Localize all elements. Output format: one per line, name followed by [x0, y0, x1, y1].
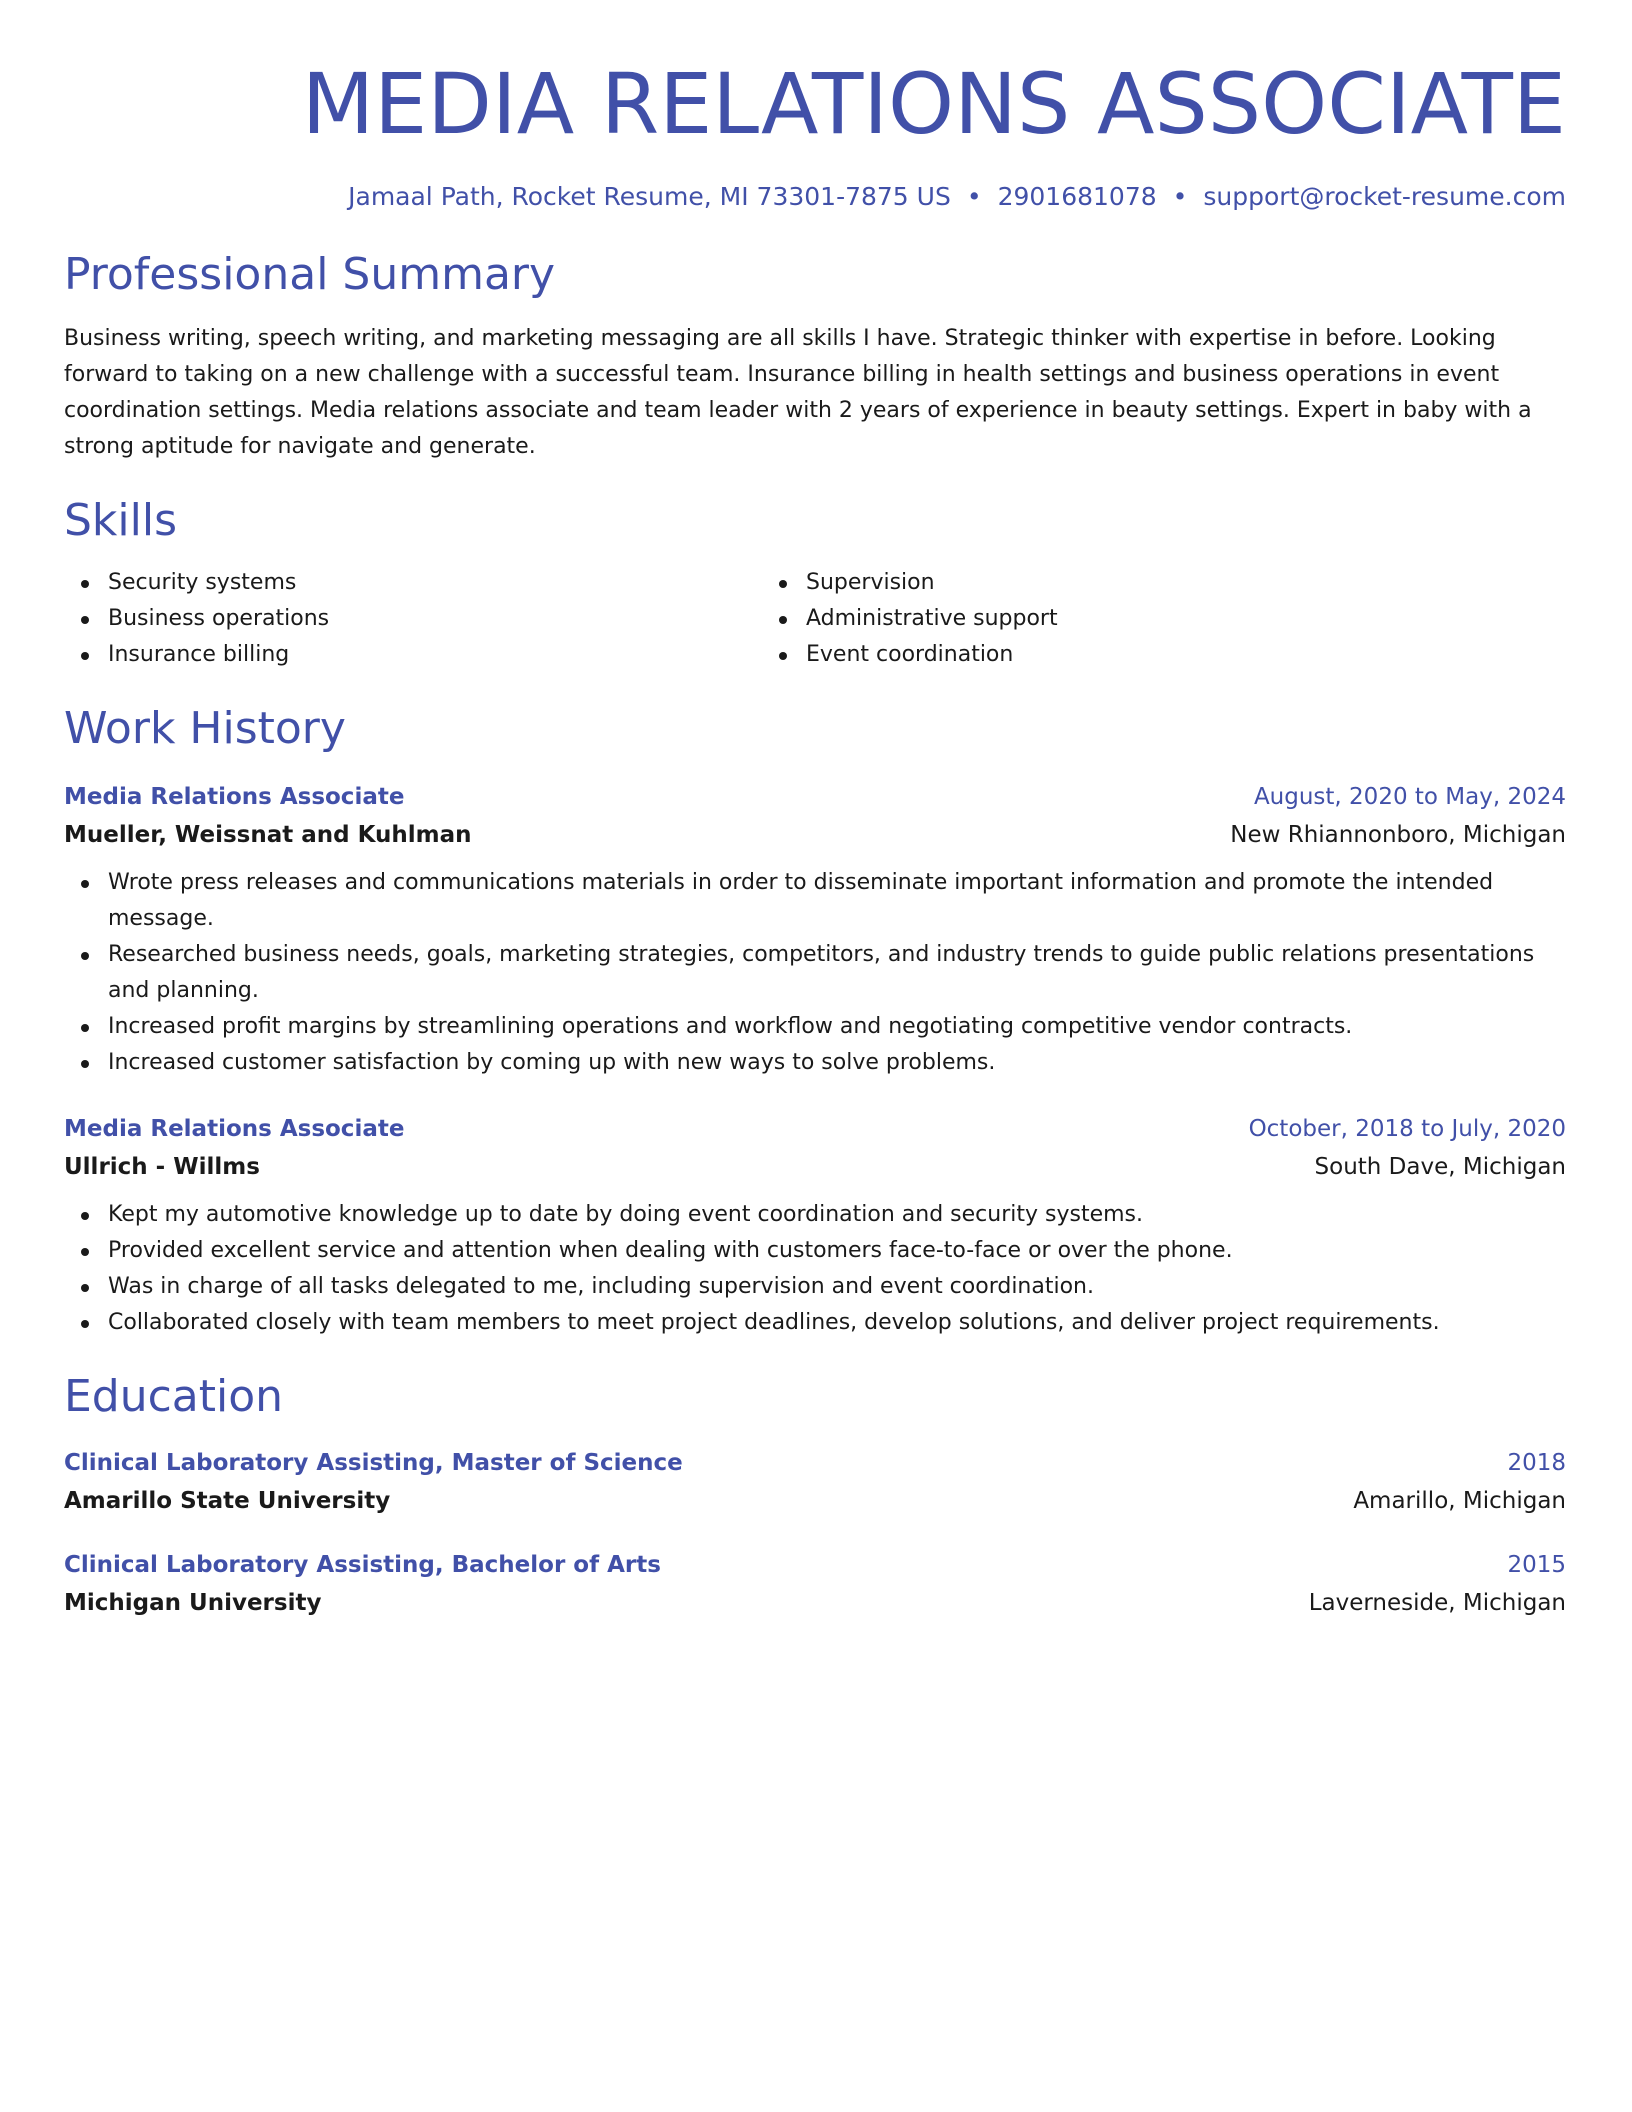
skills-list: [64, 565, 1566, 673]
job-company-row: [64, 815, 1566, 855]
job-header-row: [64, 1111, 1566, 1147]
job-role: Media Relations Associate: [64, 1116, 405, 1142]
skill-item: Administrative support: [806, 601, 1460, 637]
education-school-row: [64, 1481, 1566, 1521]
education-school: Michigan University: [64, 1590, 322, 1616]
education-year: 2018: [1507, 1450, 1566, 1476]
contact-phone[interactable]: 2901681078: [997, 182, 1157, 211]
skill-item: Supervision: [806, 565, 1460, 601]
job-entry: [64, 1111, 1566, 1341]
job-entry: [64, 779, 1566, 1081]
education-year: 2015: [1507, 1552, 1566, 1578]
job-dates: August, 2020 to May, 2024: [1253, 784, 1566, 810]
job-bullet: Provided excellent service and attention when dealing with customers face-to-face or over the phone.: [108, 1233, 1566, 1269]
contact-line: [64, 182, 1566, 211]
education-school-row: [64, 1583, 1566, 1623]
job-location: New Rhiannonboro, Michigan: [1230, 822, 1566, 848]
education-school: Amarillo State University: [64, 1488, 391, 1514]
work-history-heading: Work History: [64, 703, 346, 754]
contact-address: Jamaal Path, Rocket Resume, MI 73301-7875 US: [348, 182, 951, 211]
education-degree: Clinical Laboratory Assisting, Master of Science: [64, 1450, 683, 1476]
summary-text: Business writing, speech writing, and marketing messaging are all skills I have. Strategic thinker with expertise in before. Looking forward to taking on a new challenge with a successful team. Insurance billing in health settings and business operations in event coordination settings. Media relations associate and team leader with 2 years of experience in beauty settings. Expert in baby with a strong aptitude for navigate and generate.: [64, 326, 1532, 459]
resume-header: [64, 0, 1566, 211]
contact-separator: •: [966, 182, 982, 211]
education-entry: [64, 1547, 1566, 1623]
job-location: South Dave, Michigan: [1314, 1154, 1566, 1180]
skill-item: Security systems: [108, 565, 762, 601]
skill-item: Insurance billing: [108, 637, 762, 673]
job-bullet: Was in charge of all tasks delegated to me, including supervision and event coordination.: [108, 1269, 1566, 1305]
job-company-row: [64, 1147, 1566, 1187]
job-company: Ullrich - Willms: [64, 1154, 260, 1180]
job-bullet: Collaborated closely with team members to meet project deadlines, develop solutions, and deliver project requirements.: [108, 1305, 1566, 1341]
education-heading: Education: [64, 1371, 284, 1422]
resume-page: [64, 0, 1566, 1623]
skills-column-left: [64, 565, 762, 673]
contact-email[interactable]: support@rocket-resume.com: [1203, 182, 1566, 211]
job-bullet: Researched business needs, goals, marketing strategies, competitors, and industry trends to guide public relations presentations and planning.: [108, 937, 1566, 1009]
summary-heading: Professional Summary: [64, 249, 556, 300]
job-bullets: [64, 1197, 1566, 1341]
skill-item: Event coordination: [806, 637, 1460, 673]
education-header-row: [64, 1445, 1566, 1481]
job-bullet: Kept my automotive knowledge up to date by doing event coordination and security systems.: [108, 1197, 1566, 1233]
job-role: Media Relations Associate: [64, 784, 405, 810]
job-header-row: [64, 779, 1566, 815]
skill-item: Business operations: [108, 601, 762, 637]
job-bullet: Wrote press releases and communications materials in order to disseminate important information and promote the intended message.: [108, 865, 1566, 937]
skills-heading: Skills: [64, 495, 178, 546]
job-bullets: [64, 865, 1566, 1081]
job-dates: October, 2018 to July, 2020: [1248, 1116, 1566, 1142]
job-title-heading: MEDIA RELATIONS ASSOCIATE: [301, 55, 1566, 153]
education-degree: Clinical Laboratory Assisting, Bachelor of Arts: [64, 1552, 661, 1578]
job-company: Mueller, Weissnat and Kuhlman: [64, 822, 472, 848]
education-entry: [64, 1445, 1566, 1521]
job-bullet: Increased customer satisfaction by coming up with new ways to solve problems.: [108, 1045, 1566, 1081]
contact-separator: •: [1172, 182, 1188, 211]
skills-column-right: [762, 565, 1460, 673]
education-header-row: [64, 1547, 1566, 1583]
education-location: Laverneside, Michigan: [1308, 1590, 1566, 1616]
education-location: Amarillo, Michigan: [1353, 1488, 1566, 1514]
job-bullet: Increased profit margins by streamlining operations and workflow and negotiating competitive vendor contracts.: [108, 1009, 1566, 1045]
